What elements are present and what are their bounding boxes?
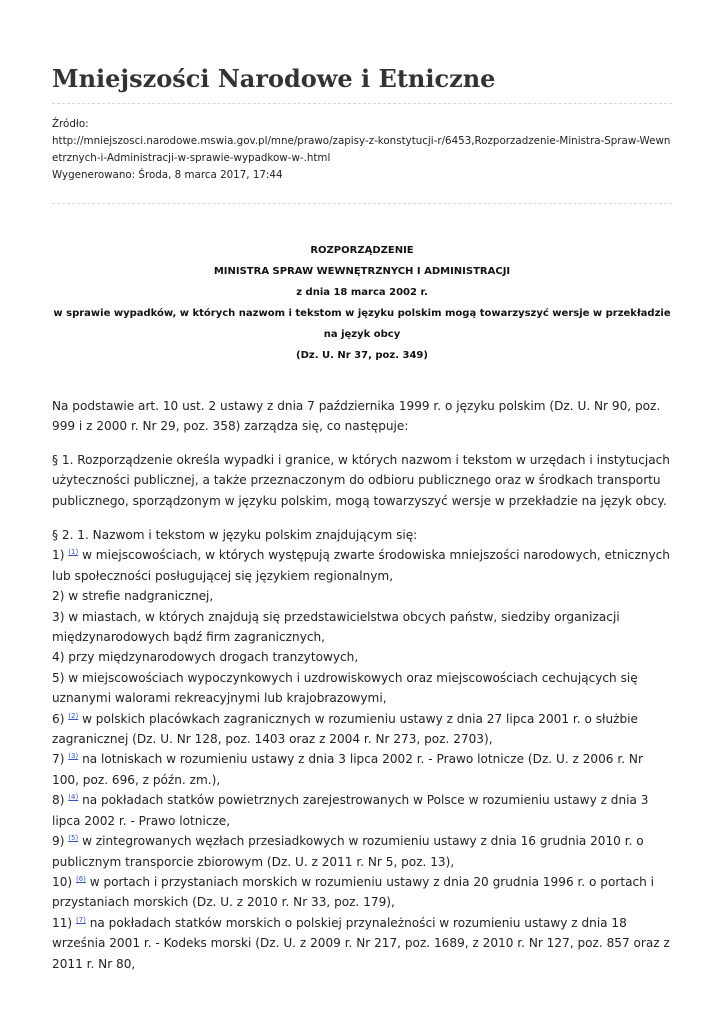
source-label: Źródło: [52, 118, 89, 130]
meta-divider [52, 203, 672, 204]
footnote-marker [68, 793, 78, 801]
item-number: 3) [52, 609, 65, 624]
site-title: Mniejszości Narodowe i Etniczne [52, 64, 496, 93]
heading-date: z dnia 18 marca 2002 r. [296, 287, 428, 298]
intro-text: Na podstawie art. 10 ust. 2 ustawy z dnia 7 października 1999 r. o języku polskim (Dz. U. Nr 90, poz. 999 i z 2000 r. Nr 29, poz. 358) zarządza się, co następuje: [52, 399, 661, 434]
list-item [52, 749, 672, 790]
footnote-link[interactable]: (6) [75, 874, 86, 883]
item-text: na pokładach statków powietrznych zarejestrowanych w Polsce w rozumieniu ustawy z dnia 3 lipca 2002 r. - Prawo lotnicze, [52, 793, 649, 828]
item-list [52, 545, 672, 974]
item-text: w portach i przystaniach morskich w rozumieniu ustawy z dnia 20 grudnia 1996 r. o portach i przystaniach morskich (Dz. U. z 2010 r. Nr 33, poz. 179), [52, 874, 654, 910]
item-text: w miejscowościach wypoczynkowych i uzdrowiskowych oraz miejscowościach cechujących się uznanymi walorami rekreacyjnymi lub krajobrazowymi, [52, 670, 638, 706]
footnote-link[interactable]: (3) [68, 752, 79, 761]
list-item [52, 872, 672, 913]
footnote-marker [76, 875, 86, 883]
list-item [52, 668, 672, 709]
footnote-link[interactable]: (4) [68, 793, 79, 802]
item-text: w miastach, w których znajdują się przedstawicielstwa obcych państw, siedziby organizacji międzynarodowych bądź firm zagranicznych, [52, 609, 620, 645]
list-item [52, 831, 672, 872]
list-item [52, 647, 672, 667]
list-item [52, 790, 672, 831]
paragraph-1-text: § 1. Rozporządzenie określa wypadki i granice, w których nazwom i tekstom w urzędach i instytucjach użyteczności publicznej, a także przeznaczonym do odbioru publicznego oraz w środkach transportu publicznego, sporządzonym w języku polskim, mogą towarzyszyć wersje w przekładzie na język obcy. [52, 453, 670, 508]
header-divider [52, 103, 672, 104]
item-number: 11) [52, 915, 73, 930]
source-url[interactable]: http://mniejszosci.narodowe.mswia.gov.pl/mne/prawo/zapisy-z-konstytucji-r/6453,Rozporzadzenie-Ministra-Spraw-Wewnetrznych-i-Administracji-w-sprawie-wypadkow-w-.html [52, 135, 671, 164]
footnote-link[interactable]: (2) [68, 711, 79, 720]
item-text: w zintegrowanych węzłach przesiadkowych w rozumieniu ustawy z dnia 16 grudnia 2010 r. o publicznym transporcie zbiorowym (Dz. U. z 2011 r. Nr 5, poz. 13), [52, 834, 644, 869]
heading-reference: (Dz. U. Nr 37, poz. 349) [296, 350, 428, 361]
document-heading [52, 240, 672, 366]
item-text: przy międzynarodowych drogach tranzytowych, [68, 650, 359, 665]
footnote-marker [68, 752, 78, 760]
footnote-marker [68, 548, 78, 556]
item-number: 5) [52, 670, 65, 685]
paragraph-1 [52, 450, 672, 511]
footnote-link[interactable]: (1) [68, 548, 79, 557]
footnote-marker [68, 834, 78, 842]
footnote-link[interactable]: (5) [68, 834, 79, 843]
footnote-marker [76, 916, 86, 924]
item-text: w strefie nadgranicznej, [68, 589, 214, 604]
footnote-marker [68, 712, 78, 720]
list-item [52, 709, 672, 750]
item-number: 1) [52, 548, 65, 563]
item-number: 7) [52, 752, 65, 767]
intro-paragraph [52, 396, 672, 437]
item-number: 6) [52, 711, 65, 726]
item-number: 8) [52, 793, 65, 808]
item-number: 4) [52, 650, 65, 665]
footnote-link[interactable]: (7) [75, 915, 86, 924]
paragraph-2-intro: § 2. 1. Nazwom i tekstom w języku polskim znajdującym się: [52, 528, 418, 542]
item-text: w polskich placówkach zagranicznych w rozumieniu ustawy z dnia 27 lipca 2001 r. o służbie zagranicznej (Dz. U. Nr 128, poz. 1403 oraz z 2004 r. Nr 273, poz. 2703), [52, 711, 638, 747]
generated-date: Wygenerowano: Środa, 8 marca 2017, 17:44 [52, 169, 283, 181]
item-number: 10) [52, 874, 73, 889]
heading-subject: w sprawie wypadków, w których nazwom i tekstom w języku polskim mogą towarzyszyć wersje w przekładzie na język obcy [53, 308, 671, 340]
list-item [52, 913, 672, 974]
item-text: na lotniskach w rozumieniu ustawy z dnia 3 lipca 2002 r. - Prawo lotnicze (Dz. U. z 2006 r. Nr 100, poz. 696, z późn. zm.), [52, 752, 643, 787]
heading-type: ROZPORZĄDZENIE [310, 245, 414, 256]
list-item [52, 545, 672, 586]
item-text: w miejscowościach, w których występują zwarte środowiska mniejszości narodowych, etnicznych lub społeczności posługującej się językiem regionalnym, [52, 548, 670, 583]
paragraph-2 [52, 525, 672, 974]
list-item [52, 607, 672, 648]
item-number: 9) [52, 834, 65, 849]
source-meta [52, 116, 672, 184]
item-number: 2) [52, 589, 65, 604]
list-item [52, 586, 672, 606]
item-text: na pokładach statków morskich o polskiej przynależności w rozumieniu ustawy z dnia 18 września 2001 r. - Kodeks morski (Dz. U. z 2009 r. Nr 217, poz. 1689, z 2010 r. Nr 127, poz. 857 oraz z 2011 r. Nr 80, [52, 915, 670, 971]
heading-issuer: MINISTRA SPRAW WEWNĘTRZNYCH I ADMINISTRACJI [213, 266, 511, 277]
